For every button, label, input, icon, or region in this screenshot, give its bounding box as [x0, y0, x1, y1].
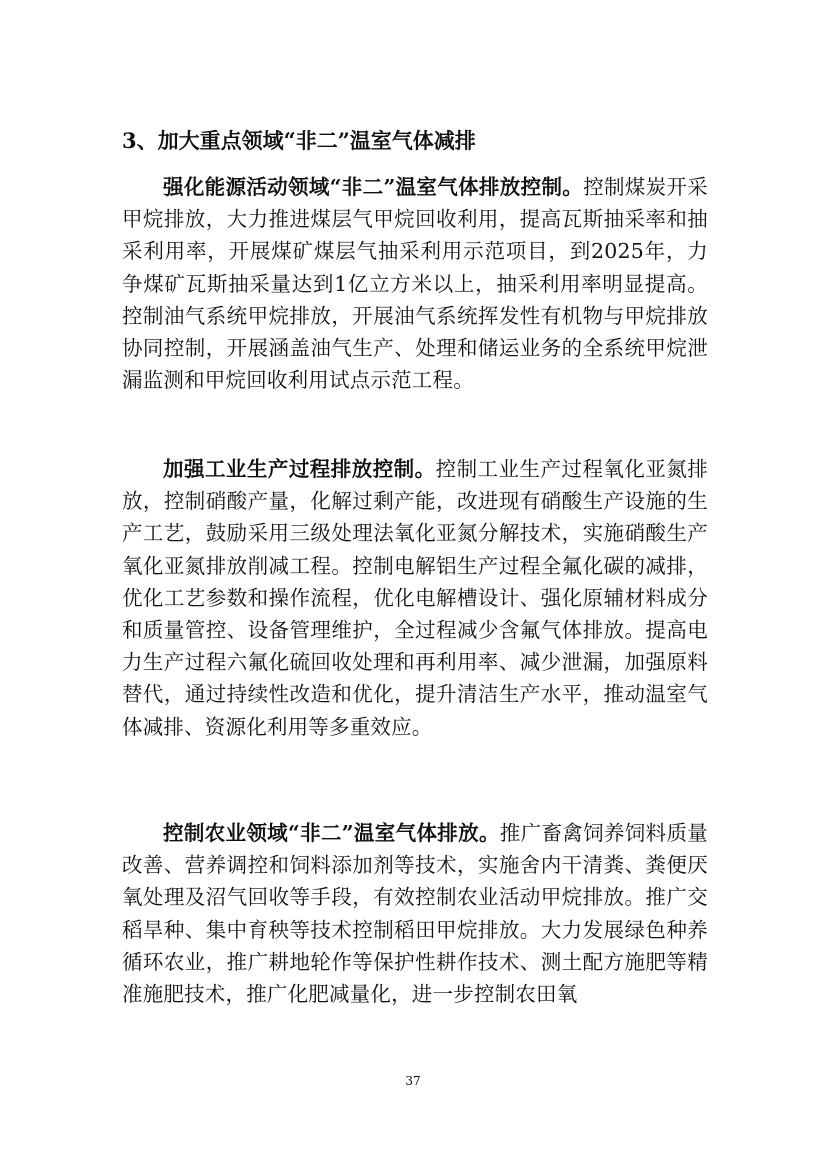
paragraph-body: 控制煤炭开采甲烷排放，大力推进煤层气甲烷回收利用，提高瓦斯抽采率和抽采利用率，开展煤矿煤层气抽采利用示范项目，到2025年，力争煤矿瓦斯抽采量达到1亿立方米以上，抽采利用率明显提高。控制油气系统甲烷排放，开展油气系统挥发性有机物与甲烷排放协同控制，开展涵盖油气生产、处理和储运业务的全系统甲烷泄漏监测和甲烷回收利用试点示范工程。 — [122, 175, 708, 393]
paragraph-lead: 加强工业生产过程排放控制。 — [163, 457, 436, 481]
paragraph-lead: 强化能源活动领域“非二”温室气体排放控制。 — [163, 175, 584, 199]
paragraph-agriculture — [122, 817, 708, 1010]
section-heading: 3、加大重点领域“非二”温室气体减排 — [122, 128, 476, 153]
paragraph-energy — [122, 171, 708, 396]
paragraph-body: 控制工业生产过程氧化亚氮排放，控制硝酸产量，化解过剩产能，改进现有硝酸生产设施的生产工艺，鼓励采用三级处理法氧化亚氮分解技术，实施硝酸生产氧化亚氮排放削减工程。控制电解铝生产过程全氟化碳的减排，优化工艺参数和操作流程，优化电解槽设计、强化原辅材料成分和质量管控、设备管理维护，全过程减少含氟气体排放。提高电力生产过程六氟化硫回收处理和再利用率、减少泄漏，加强原料替代，通过持续性改造和优化，提升清洁生产水平，推动温室气体减排、资源化利用等多重效应。 — [122, 457, 708, 739]
paragraph-industry — [122, 453, 708, 743]
paragraph-lead: 控制农业领域“非二”温室气体排放。 — [163, 821, 500, 845]
page-number: 37 — [405, 1074, 421, 1088]
paragraph-body: 推广畜禽饲养饲料质量改善、营养调控和饲料添加剂等技术，实施舍内干清粪、粪便厌氧处理及沼气回收等手段，有效控制农业活动甲烷排放。推广交稻旱种、集中育秧等技术控制稻田甲烷排放。大力发展绿色种养循环农业，推广耕地轮作等保护性耕作技术、测土配方施肥等精准施肥技术，推广化肥减量化，进一步控制农田氧 — [122, 821, 708, 1007]
